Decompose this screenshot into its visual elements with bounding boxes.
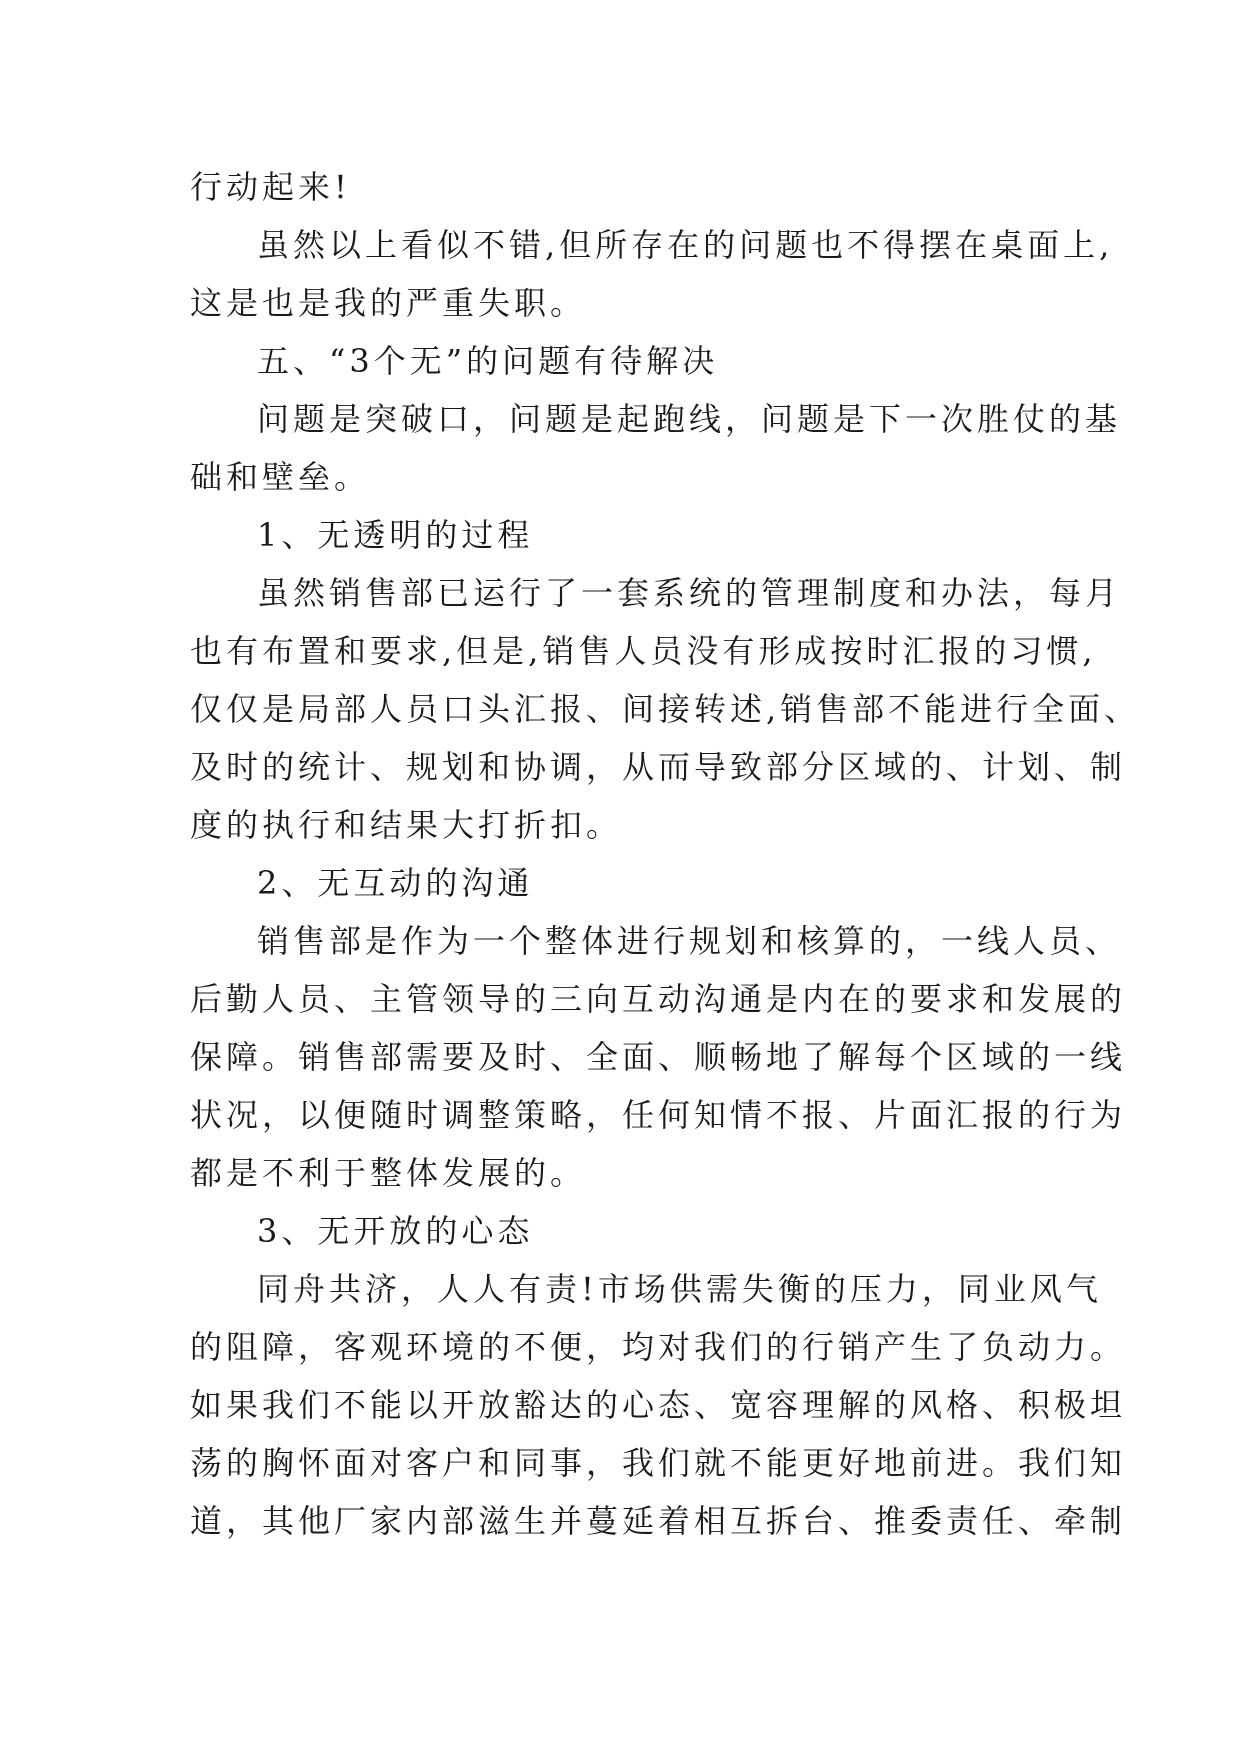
text-line: 行动起来! xyxy=(190,168,351,206)
text-line: 都是不利于整体发展的。 xyxy=(190,1154,587,1192)
text-line: 如果我们不能以开放豁达的心态、宽容理解的风格、积极坦 xyxy=(190,1386,1127,1424)
paragraph-start-line: 虽然以上看似不错,但所存在的问题也不得摆在桌面上, xyxy=(257,226,1114,264)
paragraph-start-line: 问题是突破口，问题是起跑线，问题是下一次胜仗的基 xyxy=(257,400,1122,438)
paragraph-start-line: 同舟共济，人人有责!市场供需失衡的压力，同业风气 xyxy=(257,1270,1102,1308)
text-line: 道，其他厂家内部滋生并蔓延着相互拆台、推委责任、牵制 xyxy=(190,1502,1127,1540)
text-line: 荡的胸怀面对客户和同事，我们就不能更好地前进。我们知 xyxy=(190,1444,1127,1482)
section-heading: 五、“3个无”的问题有待解决 xyxy=(257,342,719,380)
subsection-heading: 2、无互动的沟通 xyxy=(257,864,534,902)
text-line: 度的执行和结果大打折扣。 xyxy=(190,806,623,844)
text-line: 及时的统计、规划和协调，从而导致部分区域的、计划、制 xyxy=(190,748,1127,786)
text-line: 保障。销售部需要及时、全面、顺畅地了解每个区域的一线 xyxy=(190,1038,1127,1076)
text-line: 也有布置和要求,但是,销售人员没有形成按时汇报的习惯, xyxy=(190,632,1097,670)
text-line: 后勤人员、主管领导的三向互动沟通是内在的要求和发展的 xyxy=(190,980,1127,1018)
body-text xyxy=(190,158,1141,1550)
text-line: 的阻障，客观环境的不便，均对我们的行销产生了负动力。 xyxy=(190,1328,1127,1366)
subsection-heading: 1、无透明的过程 xyxy=(257,516,534,554)
paragraph-start-line: 销售部是作为一个整体进行规划和核算的，一线人员、 xyxy=(257,922,1122,960)
paragraph-start-line: 虽然销售部已运行了一套系统的管理制度和办法，每月 xyxy=(257,574,1122,612)
text-line: 状况，以便随时调整策略，任何知情不报、片面汇报的行为 xyxy=(190,1096,1127,1134)
text-line: 这是也是我的严重失职。 xyxy=(190,284,587,322)
text-line: 础和壁垒。 xyxy=(190,458,371,496)
text-line: 仅仅是局部人员口头汇报、间接转述,销售部不能进行全面、 xyxy=(190,690,1141,728)
subsection-heading: 3、无开放的心态 xyxy=(257,1212,534,1250)
